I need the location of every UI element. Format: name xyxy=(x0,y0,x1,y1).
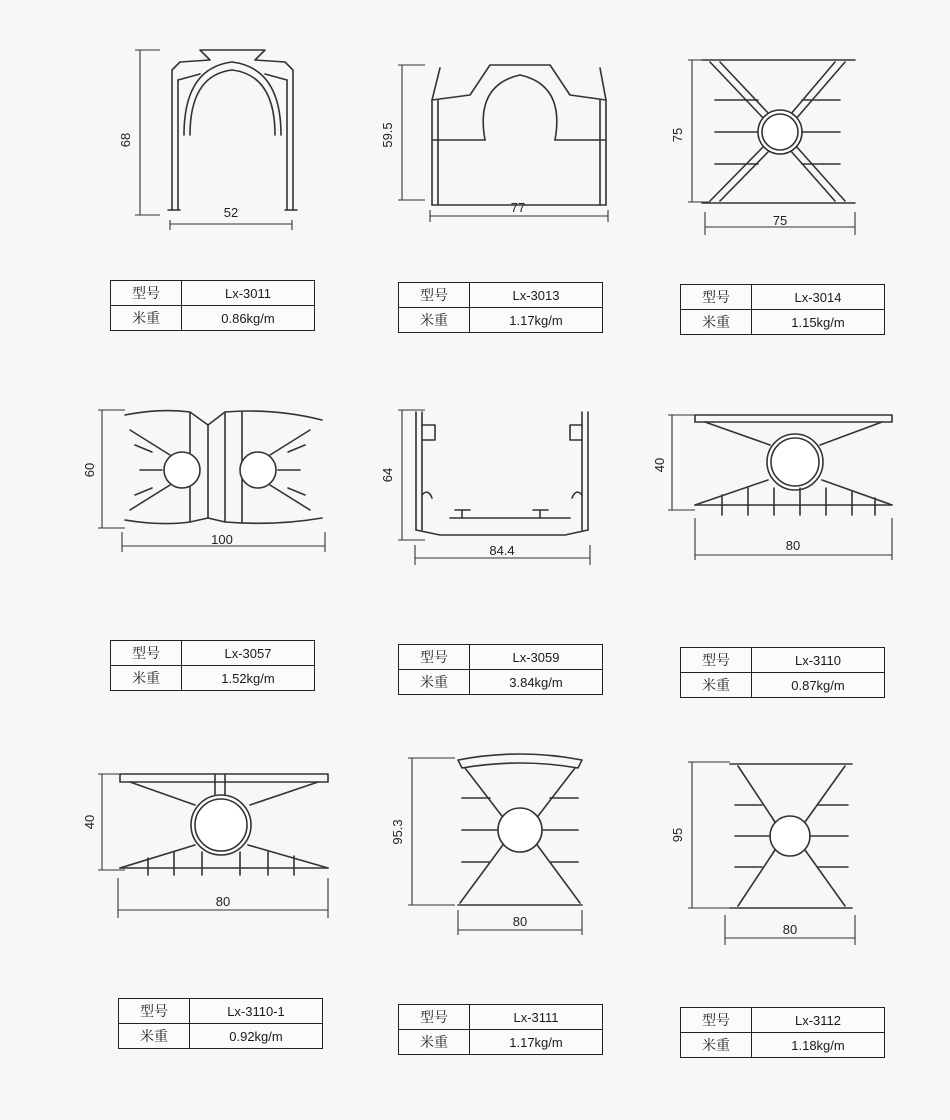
weight-key: 米重 xyxy=(399,308,470,333)
profile-drawing xyxy=(652,400,950,630)
weight-value: 0.92kg/m xyxy=(190,1024,323,1049)
weight-value: 0.87kg/m xyxy=(752,673,885,698)
model-value: Lx-3110 xyxy=(752,648,885,673)
model-value: Lx-3011 xyxy=(182,281,315,306)
weight-key: 米重 xyxy=(681,1033,752,1058)
weight-value: 1.15kg/m xyxy=(752,310,885,335)
spec-table xyxy=(398,282,603,333)
spec-table xyxy=(398,1004,603,1055)
product-lx-3059 xyxy=(380,400,680,760)
dim-width: 77 xyxy=(510,200,526,215)
product-lx-3013 xyxy=(380,40,680,400)
model-value: Lx-3059 xyxy=(470,645,603,670)
profile-drawing xyxy=(82,400,390,630)
spec-table xyxy=(110,280,315,331)
model-key: 型号 xyxy=(399,645,470,670)
spec-table xyxy=(110,640,315,691)
dim-height: 75 xyxy=(670,127,685,143)
product-lx-3111 xyxy=(390,750,690,1110)
weight-key: 米重 xyxy=(399,670,470,695)
profile-drawing xyxy=(660,40,950,270)
spec-table xyxy=(398,644,603,695)
dim-width: 80 xyxy=(785,538,801,553)
dim-width: 80 xyxy=(782,922,798,937)
product-lx-3110-1 xyxy=(82,760,390,1120)
spec-table xyxy=(680,647,885,698)
profile-drawing xyxy=(100,40,400,270)
profile-drawing xyxy=(660,750,950,980)
weight-value: 1.17kg/m xyxy=(470,1030,603,1055)
model-value: Lx-3110-1 xyxy=(190,999,323,1024)
dim-height: 59.5 xyxy=(380,122,395,148)
dim-height: 95 xyxy=(670,827,685,843)
profile-drawing xyxy=(380,400,680,630)
weight-value: 1.18kg/m xyxy=(752,1033,885,1058)
model-key: 型号 xyxy=(681,648,752,673)
product-lx-3011 xyxy=(100,40,400,400)
model-value: Lx-3111 xyxy=(470,1005,603,1030)
dim-height: 64 xyxy=(380,467,395,483)
spec-table xyxy=(680,1007,885,1058)
product-lx-3014 xyxy=(660,40,950,400)
dim-width: 100 xyxy=(211,532,233,547)
dim-height: 40 xyxy=(82,814,97,830)
dim-width: 84.4 xyxy=(489,543,515,558)
model-key: 型号 xyxy=(119,999,190,1024)
product-lx-3110 xyxy=(652,400,950,760)
weight-key: 米重 xyxy=(399,1030,470,1055)
dim-width: 75 xyxy=(772,213,788,228)
dim-width: 52 xyxy=(223,205,239,220)
model-key: 型号 xyxy=(681,285,752,310)
weight-value: 3.84kg/m xyxy=(470,670,603,695)
weight-key: 米重 xyxy=(119,1024,190,1049)
dim-height: 60 xyxy=(82,462,97,478)
dim-height: 95.3 xyxy=(390,819,405,845)
dim-width: 80 xyxy=(512,914,528,929)
weight-key: 米重 xyxy=(681,310,752,335)
dim-width: 80 xyxy=(215,894,231,909)
profile-drawing xyxy=(380,40,680,270)
model-key: 型号 xyxy=(111,641,182,666)
model-key: 型号 xyxy=(399,1005,470,1030)
model-value: Lx-3013 xyxy=(470,283,603,308)
weight-value: 1.17kg/m xyxy=(470,308,603,333)
product-lx-3057 xyxy=(82,400,390,760)
model-key: 型号 xyxy=(681,1008,752,1033)
model-key: 型号 xyxy=(399,283,470,308)
dim-height: 68 xyxy=(118,132,133,148)
weight-key: 米重 xyxy=(111,666,182,691)
model-value: Lx-3057 xyxy=(182,641,315,666)
model-value: Lx-3014 xyxy=(752,285,885,310)
weight-value: 0.86kg/m xyxy=(182,306,315,331)
model-value: Lx-3112 xyxy=(752,1008,885,1033)
dim-height: 40 xyxy=(652,457,667,473)
product-lx-3112 xyxy=(660,750,950,1110)
model-key: 型号 xyxy=(111,281,182,306)
weight-key: 米重 xyxy=(111,306,182,331)
spec-table xyxy=(680,284,885,335)
profile-drawing xyxy=(390,750,690,980)
spec-table xyxy=(118,998,323,1049)
profile-drawing xyxy=(82,760,390,990)
weight-value: 1.52kg/m xyxy=(182,666,315,691)
weight-key: 米重 xyxy=(681,673,752,698)
